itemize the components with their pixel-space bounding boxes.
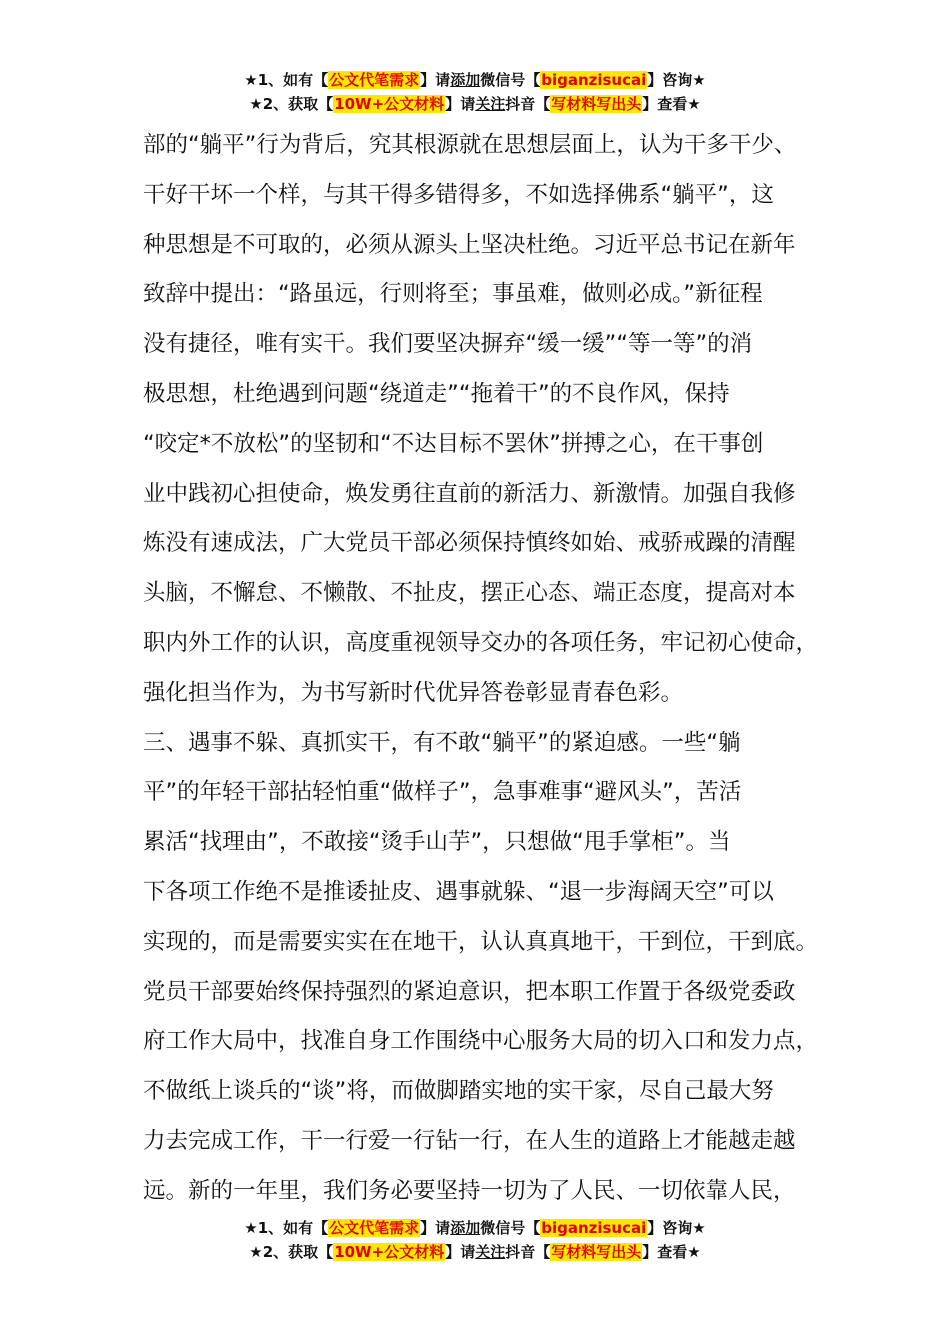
text-line: 实现的，而是需要实实在在地干，认认真真地干，干到位，干到底。 xyxy=(143,928,819,955)
text-line: 致辞中提出：“路虽远，行则将至；事虽难，做则必成。”新征程 xyxy=(143,281,763,308)
text-line: 职内外工作的认识，高度重视领导交办的各项任务，牢记初心使命， xyxy=(143,629,819,656)
text-line: 不做纸上谈兵的“谈”将，而做脚踏实地的实干家，尽自己最大努 xyxy=(143,1078,774,1105)
text-line: 干好干坏一个样，与其干得多错得多，不如选择佛系“躺平”，这 xyxy=(143,181,774,208)
banner-line-2: ★2、获取【10W+公文材料】请关注抖音【写材料写出头】查看★ xyxy=(249,95,701,113)
text-line: 没有捷径，唯有实干。我们要坚决摒弃“缓一缓”“等一等”的消 xyxy=(143,331,753,358)
text-line: 累活“找理由”，不敢接“烫手山芋”，只想做“甩手掌柜”。当 xyxy=(143,829,731,856)
highlight-materials: 10W+公文材料 xyxy=(334,1243,445,1261)
highlight-wechat-id: biganzisucai xyxy=(541,71,647,89)
document-body xyxy=(143,121,833,1217)
highlight-materials: 10W+公文材料 xyxy=(334,95,445,113)
text-line: “咬定*不放松”的坚韧和“不达目标不罢休”拼搏之心，在干事创 xyxy=(143,430,764,457)
header-banner xyxy=(0,68,950,116)
highlight-service: 公文代笔需求 xyxy=(329,1219,420,1237)
text-line: 下各项工作绝不是推诿扯皮、遇事就躲、“退一步海阔天空”可以 xyxy=(143,878,774,905)
text-line: 强化担当作为，为书写新时代优异答卷彰显青春色彩。 xyxy=(143,679,684,706)
text-line: 极思想，杜绝遇到问题“绕道走”“拖着干”的不良作风，保持 xyxy=(143,380,730,407)
banner-line-1: ★1、如有【公文代笔需求】请添加微信号【biganzisucai】咨询★ xyxy=(244,71,706,89)
text-line: 力去完成工作，干一行爱一行钻一行，在人生的道路上才能越走越 xyxy=(143,1127,796,1154)
footer-banner xyxy=(0,1216,950,1264)
highlight-wechat-id: biganzisucai xyxy=(541,1219,647,1237)
text-line: 党员干部要始终保持强烈的紧迫意识，把本职工作置于各级党委政 xyxy=(143,978,796,1005)
highlight-douyin: 写材料写出头 xyxy=(551,95,642,113)
text-line: 平”的年轻干部拈轻怕重“做样子”，急事难事“避风头”，苦活 xyxy=(143,779,742,806)
highlight-douyin: 写材料写出头 xyxy=(551,1243,642,1261)
text-line: 远。新的一年里，我们务必要坚持一切为了人民、一切依靠人民， xyxy=(143,1177,796,1204)
text-line: 业中践初心担使命，焕发勇往直前的新活力、新激情。加强自我修 xyxy=(143,480,796,507)
text-line: 炼没有速成法，广大党员干部必须保持慎终如始、戒骄戒躁的清醒 xyxy=(143,530,796,557)
banner-line-1: ★1、如有【公文代笔需求】请添加微信号【biganzisucai】咨询★ xyxy=(244,1219,706,1237)
highlight-service: 公文代笔需求 xyxy=(329,71,420,89)
text-line: 三、遇事不躲、真抓实干，有不敢“躺平”的紧迫感。一些“躺 xyxy=(143,729,741,756)
text-line: 头脑，不懈怠、不懒散、不扯皮，摆正心态、端正态度，提高对本 xyxy=(143,580,796,607)
text-line: 部的“躺平”行为背后，究其根源就在思想层面上，认为干多干少、 xyxy=(143,132,797,158)
text-line: 府工作大局中，找准自身工作围绕中心服务大局的切入口和发力点， xyxy=(143,1028,819,1055)
banner-line-2: ★2、获取【10W+公文材料】请关注抖音【写材料写出头】查看★ xyxy=(249,1243,701,1261)
text-line: 种思想是不可取的，必须从源头上坚决杜绝。习近平总书记在新年 xyxy=(143,231,796,258)
